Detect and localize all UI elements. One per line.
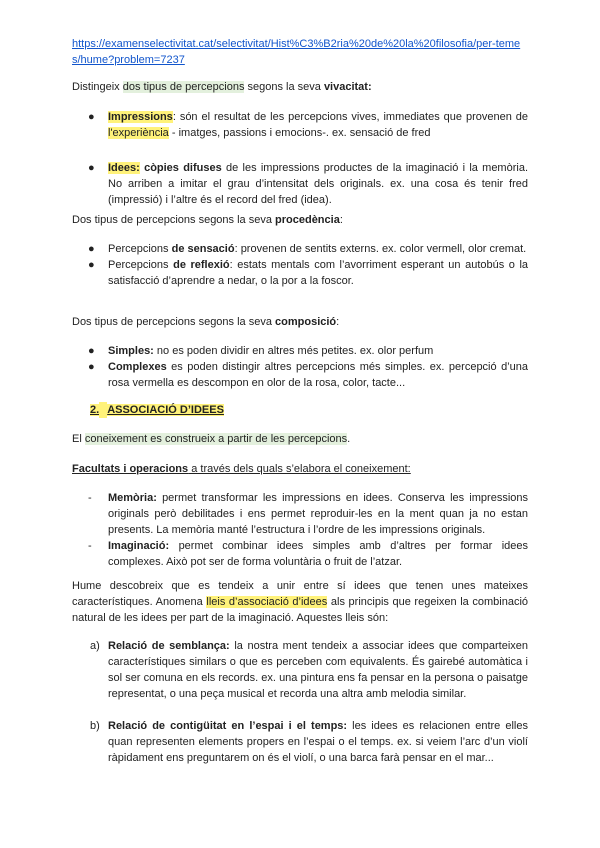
list-item (72, 343, 528, 359)
list-item (72, 638, 528, 702)
bold-text: Facultats i operacions (72, 463, 189, 475)
bold-text: de sensació (171, 243, 235, 255)
bold-text: Relació de semblança: (108, 640, 230, 652)
list-marker: a) (90, 640, 100, 652)
text: als principis que regeixen la combinació natural de les idees per part de la imaginació. Aquestes lleis són: (72, 596, 529, 624)
bold-text: de reflexió (173, 259, 230, 271)
list-item (72, 718, 528, 766)
text: Hume descobreix que es tendeix a unir entre sí idees que tenen unes mateixes característiques. Anomena (72, 580, 528, 608)
procedencia-intro (72, 212, 528, 228)
text: es poden distingir altres percepcions més simples. ex. percepció d’una rosa vermella es descompon en olor de la rosa, color, tacte... (108, 361, 528, 389)
text: : (172, 111, 176, 123)
bold-text: composició (275, 316, 337, 328)
text: - imatges, passions i emocions-. ex. sensació de fred (168, 127, 431, 139)
highlight: coneixement es construeix a partir de les percepcions (84, 433, 348, 445)
section-heading (72, 402, 528, 418)
dash-marker: - (88, 540, 92, 552)
coneixement-text (72, 431, 528, 447)
bold-text: vivacitat: (323, 81, 372, 93)
bullet-icon: ● (88, 162, 95, 174)
text: . (347, 433, 351, 445)
text: permet combinar idees simples amb d’altres per formar idees complexes. Això pot ser de forma voluntària o fruit de l’atzar. (108, 540, 528, 568)
highlight: dos tipus de percepcions (122, 81, 245, 93)
bold-text: Relació de contigüitat en l’espai i el temps: (108, 720, 348, 732)
list-item (72, 257, 528, 289)
facultats-list (72, 490, 528, 570)
source-link-line2[interactable]: s/hume?problem=7237 (72, 54, 185, 66)
section-number: 2. (90, 404, 100, 416)
term-idees: Idees: (108, 162, 140, 174)
text: Dos tipus de percepcions segons la seva (72, 316, 276, 328)
bullet-icon: ● (88, 361, 95, 373)
text: permet transformar les impressions en idees. Conserva les impressions originals però debilitades i ens permet reproduir-les en la ment quan ja no estan presents. La memòria manté l’estructura i l’ordre de les impressions originals. (108, 492, 528, 536)
vivacitat-list (72, 109, 528, 208)
text: El (72, 433, 85, 445)
text: : (339, 214, 343, 226)
composicio-intro (72, 314, 528, 330)
text: Distingeix (72, 81, 123, 93)
list-item (72, 359, 528, 391)
facultats-intro (72, 461, 528, 477)
bullet-icon: ● (88, 243, 95, 255)
text: les idees es relacionen entre elles quan representen elements propers en l’espai o el temps. ex. si veiem l’arc d’un violí ràpidament ens preguntarem on és el violí, o una barca farà pensar en el mar... (108, 720, 528, 764)
text: de les impressions productes de la imaginació i la memòria. No arriben a imitar el grau d’intensitat dels originals. ex. una cosa és tenir fred (impressió) i l’altre és el record del fred (idea). (108, 162, 528, 206)
list-item (72, 490, 528, 538)
bold-text: còpies difuses (139, 162, 222, 174)
vivacitat-intro (72, 79, 528, 95)
highlight: l'experiència (108, 127, 169, 139)
highlight: lleis d’associació d’idees (206, 596, 328, 608)
procedencia-list (72, 241, 528, 289)
text: la nostra ment tendeix a associar idees que comparteixen característiques similars o que es perceben com equivalents. És gairebé automàtica i sol ser comuna en els records. ex. una pintura ens fa pensar en la persona o paisatge representat, o una peça musical et recorda una altra amb melodia similar. (108, 640, 529, 700)
dash-marker: - (88, 492, 92, 504)
lleis-list (72, 638, 528, 766)
list-item (72, 160, 528, 208)
text: Percepcions (108, 259, 174, 271)
bold-text: Memòria: (108, 492, 157, 504)
text: no es poden dividir en altres més petites. ex. olor perfum (153, 345, 434, 357)
text: a través dels quals s’elabora el coneixement: (188, 463, 411, 475)
list-marker: b) (90, 720, 100, 732)
bold-text: Complexes (108, 361, 167, 373)
text: : estats mentals com l’avorriment esperant un autobús o la satisfacció d’aprendre a nedar, o la por a la foscor. (108, 259, 529, 287)
composicio-list (72, 343, 528, 391)
bold-text: procedència (275, 214, 340, 226)
source-link-line1[interactable]: https://examenselectivitat.cat/selectivitat/Hist%C3%B2ria%20de%20la%20filosofia/per-teme (72, 38, 521, 50)
list-item (72, 538, 528, 570)
text: : (336, 316, 340, 328)
section-title: ASSOCIACIÓ D’IDEES (107, 404, 224, 416)
bold-text: Imaginació: (108, 540, 170, 552)
text: Percepcions (108, 243, 172, 255)
bullet-icon: ● (88, 259, 95, 271)
bullet-icon: ● (88, 111, 95, 123)
text: : provenen de sentits externs. ex. color vermell, olor cremat. (234, 243, 527, 255)
term-impressions: Impressions (108, 111, 173, 123)
hume-paragraph (72, 578, 528, 626)
list-item (72, 241, 528, 257)
bold-text: Simples: (108, 345, 154, 357)
text: Dos tipus de percepcions segons la seva (72, 214, 276, 226)
list-item (72, 109, 528, 141)
bullet-icon: ● (88, 345, 95, 357)
source-link[interactable] (72, 36, 528, 68)
text: segons la seva (244, 81, 324, 93)
text: són el resultat de les percepcions vives, immediates que provenen de (175, 111, 528, 123)
